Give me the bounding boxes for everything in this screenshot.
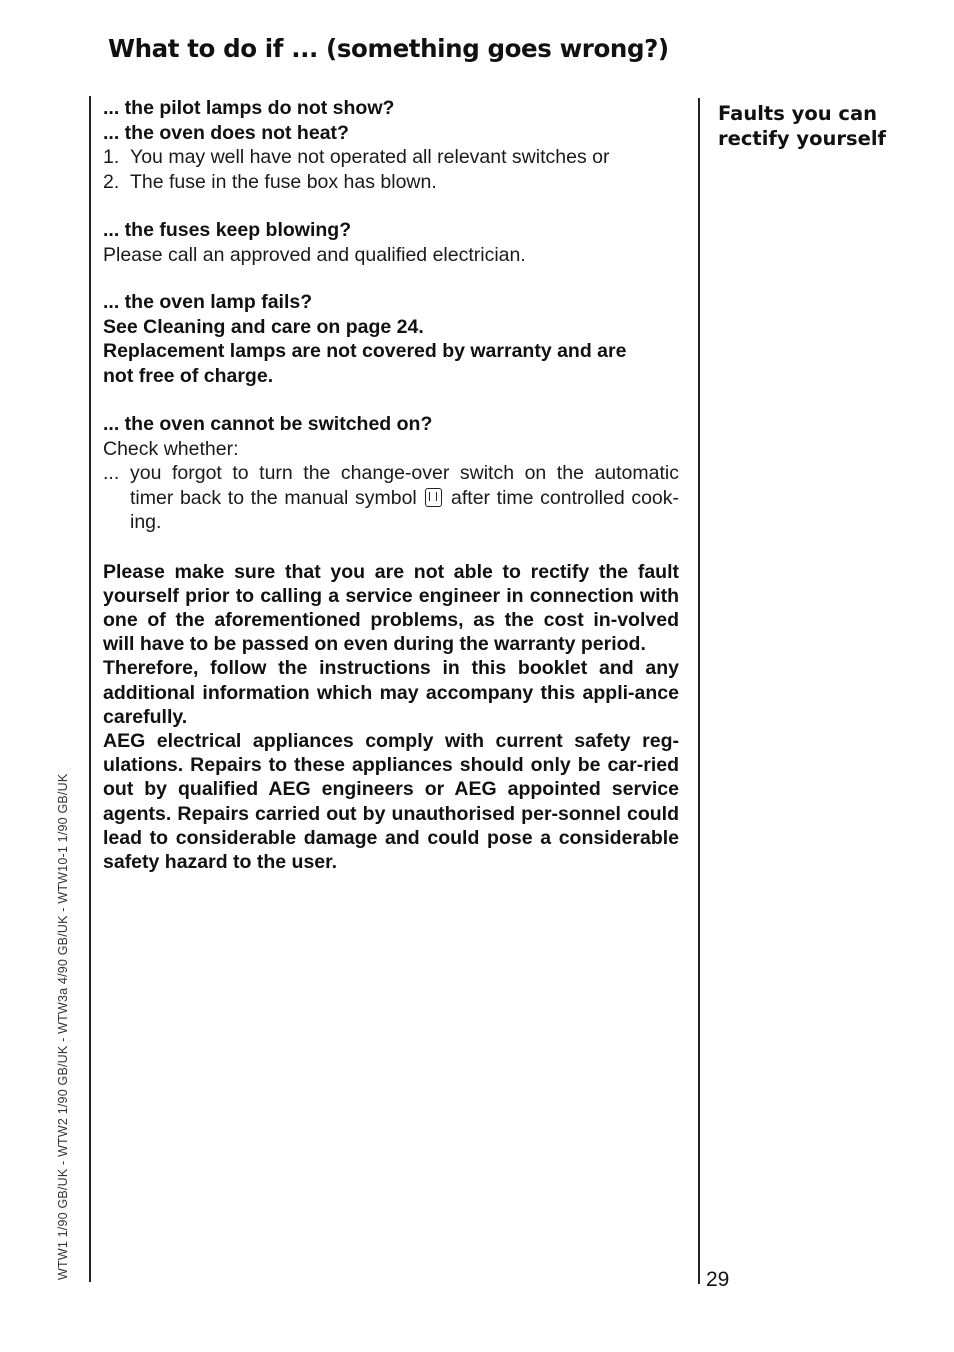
section-fuses <box>103 218 679 267</box>
check-label: Check whether: <box>103 437 239 460</box>
list-number: 1. <box>103 146 120 168</box>
list-item-text-continued: after time controlled cook-ing. <box>130 486 680 533</box>
list-item <box>103 461 679 535</box>
question-oven-not-heat: ... the oven does not heat? <box>103 121 349 144</box>
answer-text: Please call an approved and qualified electrician. <box>103 243 526 266</box>
question-oven-switch-on: ... the oven cannot be switched on? <box>103 413 433 435</box>
section-oven-lamp <box>103 290 679 388</box>
list-item <box>103 170 679 195</box>
main-content <box>103 96 679 874</box>
question-pilot-lamps: ... the pilot lamps do not show? <box>103 97 395 119</box>
notice-paragraph: Please make sure that you are not able to rectify the fault yourself prior to calling a service engineer in connection with one of the aforementioned problems, as the cost in-volved will have to be passed on even during the warranty period. <box>103 560 679 656</box>
warranty-note-line: not free of charge. <box>103 364 274 387</box>
list-item <box>103 145 679 170</box>
notice-paragraph: Therefore, follow the instructions in this booklet and any additional information which may accompany this appli-ance carefully. <box>103 657 679 728</box>
list-item-text: you forgot to turn the change-over switch on the automatic timer back to the manual symbol <box>130 462 679 509</box>
section-switch-on <box>103 412 679 535</box>
page-number: 29 <box>706 1268 730 1291</box>
list-item-text: The fuse in the fuse box has blown. <box>130 170 437 193</box>
manual-mode-symbol-icon <box>425 488 442 507</box>
warranty-note-line: Replacement lamps are not covered by warranty and are <box>103 340 627 362</box>
sidebar-divider-rule <box>698 98 700 1284</box>
document-code: WTW1 1/90 GB/UK - WTW2 1/90 GB/UK - WTW3a 4/90 GB/UK - WTW10-1 1/90 GB/UK <box>56 773 70 1280</box>
service-notice <box>103 560 679 875</box>
question-oven-lamp-fails: ... the oven lamp fails? <box>103 291 313 313</box>
sidebar-heading: Faults you can rectify yourself <box>718 102 886 150</box>
notice-paragraph: AEG electrical appliances comply with current safety reg-ulations. Repairs to these appliances should only be car-ried out by qualified AEG engineers or AEG appointed service agents. Repairs carried out by unauthorised per-sonnel could lead to considerable damage and could pose a considerable safety hazard to the user. <box>103 729 679 873</box>
page-title: What to do if ... (something goes wrong?) <box>108 34 669 63</box>
left-margin-rule <box>89 96 91 1282</box>
list-item-text: You may well have not operated all relevant switches or <box>130 146 610 168</box>
question-fuses-blowing: ... the fuses keep blowing? <box>103 219 352 241</box>
cross-reference: See Cleaning and care on page 24. <box>103 315 424 338</box>
list-ellipsis: ... <box>103 462 120 484</box>
list-number: 2. <box>103 170 120 193</box>
section-pilot-lamps <box>103 96 679 194</box>
